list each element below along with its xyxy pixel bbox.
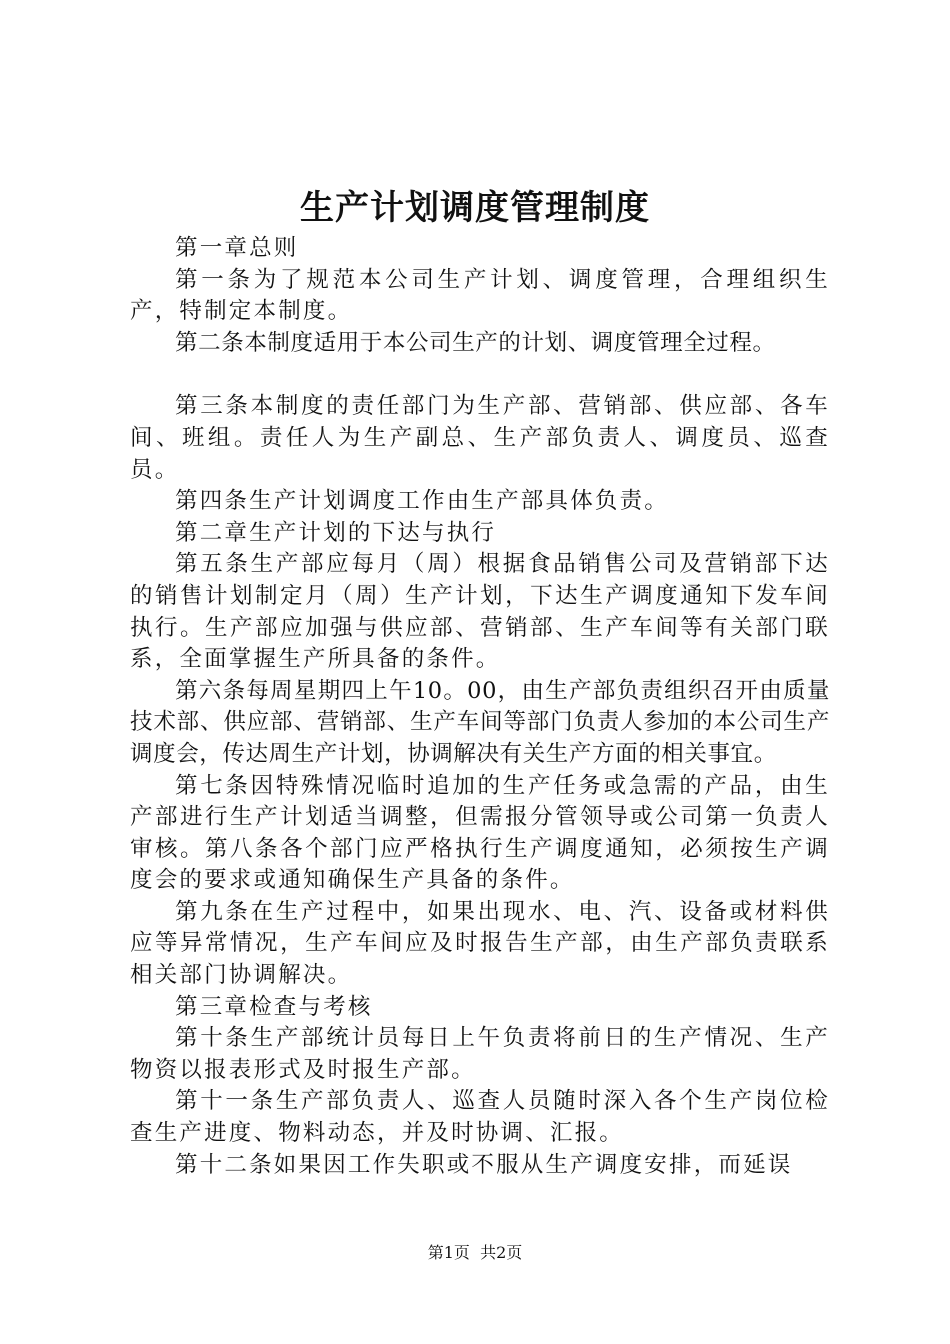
blank-line	[130, 359, 830, 391]
article-paragraph: 第一条为了规范本公司生产计划、调度管理，合理组织生产，特制定本制度。	[130, 266, 830, 325]
article-paragraph: 第六条每周星期四上午10。00，由生产部负责组织召开由质量技术部、供应部、营销部、生产车间等部门负责人参加的本公司生产调度会，传达周生产计划，协调解决有关生产方面的相关事宜。	[130, 677, 830, 767]
article-paragraph: 第十二条如果因工作失职或不服从生产调度安排，而延误	[175, 1151, 793, 1178]
footer-spacer	[470, 1243, 480, 1262]
article-paragraph: 第九条在生产过程中，如果出现水、电、汽、设备或材料供应等异常情况，生产车间应及时报告生产部，由生产部负责联系相关部门协调解决。	[130, 898, 830, 989]
chapter-heading: 第一章总则	[175, 235, 299, 261]
article-paragraph: 第四条生产计划调度工作由生产部具体负责。	[175, 488, 670, 515]
article-paragraph: 第七条因特殊情况临时追加的生产任务或急需的产品，由生产部进行生产计划适当调整，但需报分管领导或公司第一负责人审核。第八条各个部门应严格执行生产调度通知，必须按生产调度会的要求或通知确保生产具备的条件。	[130, 772, 830, 894]
chapter-heading: 第二章生产计划的下达与执行	[175, 519, 497, 546]
page-number: 第1页	[427, 1243, 470, 1262]
chapter-heading: 第三章检查与考核	[175, 993, 373, 1020]
document-title: 生产计划调度管理制度	[300, 188, 650, 228]
article-paragraph: 第十一条生产部负责人、巡查人员随时深入各个生产岗位检查生产进度、物料动态，并及时协调、汇报。	[130, 1088, 830, 1147]
article-paragraph: 第五条生产部应每月（周）根据食品销售公司及营销部下达的销售计划制定月（周）生产计划，下达生产调度通知下发车间执行。生产部应加强与供应部、营销部、生产车间等有关部门联系，全面掌握生产所具备的条件。	[130, 551, 830, 673]
document-body	[130, 233, 830, 1181]
article-paragraph: 第三条本制度的责任部门为生产部、营销部、供应部、各车间、班组。责任人为生产副总、生产部负责人、调度员、巡查员。	[130, 393, 830, 483]
page-total: 共2页	[480, 1243, 523, 1262]
article-paragraph: 第二条本制度适用于本公司生产的计划、调度管理全过程。	[175, 329, 776, 356]
article-paragraph: 第十条生产部统计员每日上午负责将前日的生产情况、生产物资以报表形式及时报生产部。	[130, 1025, 830, 1083]
page-footer	[0, 1243, 950, 1263]
